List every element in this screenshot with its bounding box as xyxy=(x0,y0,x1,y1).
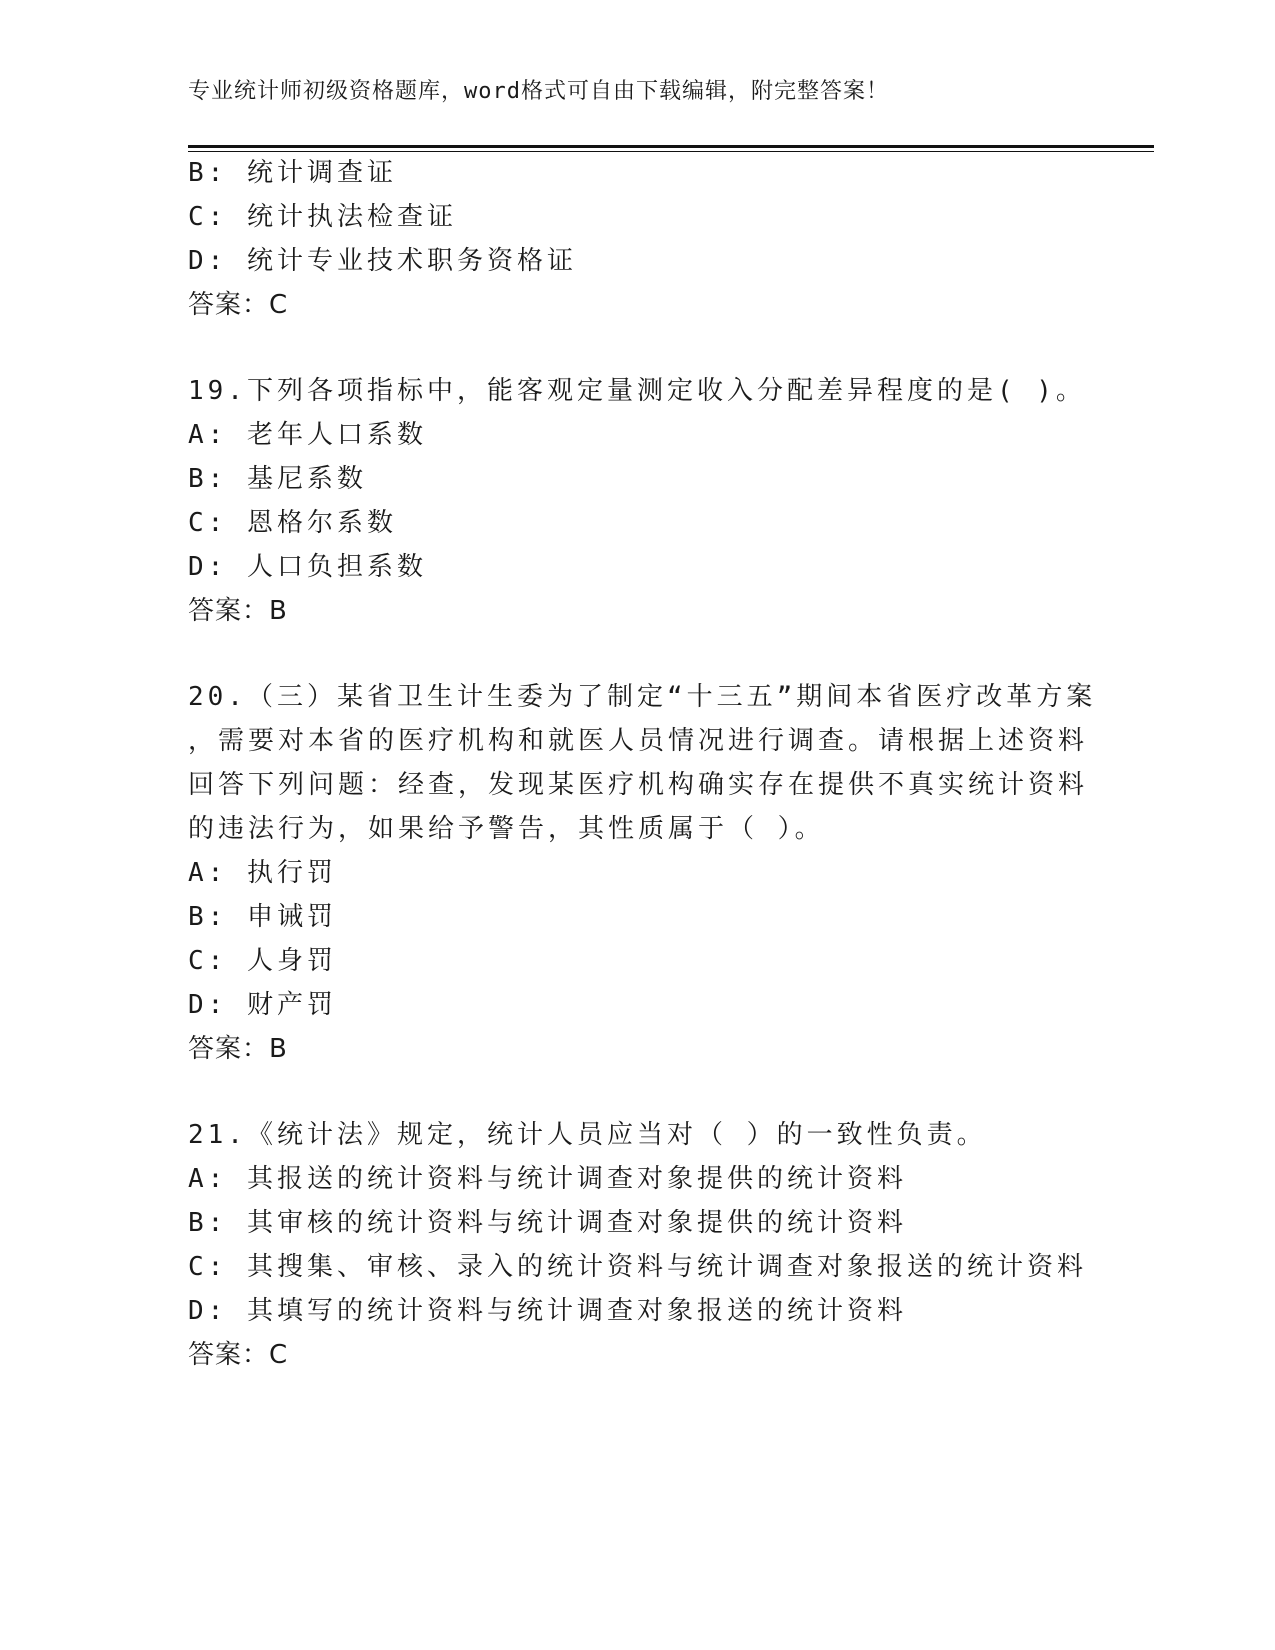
q20-stem-line-2: ，需要对本省的医疗机构和就医人员情况进行调查。请根据上述资料 xyxy=(188,726,1089,756)
header-divider-thick xyxy=(188,145,1154,148)
q19-stem: 19.下列各项指标中，能客观定量测定收入分配差异程度的是( )。 xyxy=(188,376,1086,406)
q21-option-d: D: 其填写的统计资料与统计调查对象报送的统计资料 xyxy=(188,1296,907,1326)
q18-option-c: C: 统计执法检查证 xyxy=(188,202,457,232)
q21-option-c: C: 其搜集、审核、录入的统计资料与统计调查对象报送的统计资料 xyxy=(188,1252,1087,1282)
q20-option-b: B: 申诫罚 xyxy=(188,902,337,932)
page-header: 专业统计师初级资格题库，word格式可自由下载编辑，附完整答案！ xyxy=(188,79,889,104)
q20-stem-line-1: 20.（三）某省卫生计生委为了制定“十三五”期间本省医疗改革方案 xyxy=(188,682,1097,712)
header-divider-thin xyxy=(188,151,1154,152)
q21-stem: 21.《统计法》规定，统计人员应当对（ ）的一致性负责。 xyxy=(188,1120,987,1150)
q18-option-b: B: 统计调查证 xyxy=(188,158,397,188)
q19-option-d: D: 人口负担系数 xyxy=(188,552,427,582)
q21-option-b: B: 其审核的统计资料与统计调查对象提供的统计资料 xyxy=(188,1208,907,1238)
q19-answer: 答案：B xyxy=(188,596,288,626)
q20-answer: 答案：B xyxy=(188,1034,288,1064)
q21-answer: 答案：C xyxy=(188,1340,289,1370)
q21-option-a: A: 其报送的统计资料与统计调查对象提供的统计资料 xyxy=(188,1164,907,1194)
q20-option-d: D: 财产罚 xyxy=(188,990,337,1020)
q19-option-c: C: 恩格尔系数 xyxy=(188,508,397,538)
q18-option-d: D: 统计专业技术职务资格证 xyxy=(188,246,577,276)
q20-option-c: C: 人身罚 xyxy=(188,946,337,976)
q20-stem-line-3: 回答下列问题：经查，发现某医疗机构确实存在提供不真实统计资料 xyxy=(188,770,1089,800)
q20-stem-line-4: 的违法行为，如果给予警告，其性质属于（ ）。 xyxy=(188,814,825,844)
q19-option-a: A: 老年人口系数 xyxy=(188,420,427,450)
q19-option-b: B: 基尼系数 xyxy=(188,464,367,494)
q20-option-a: A: 执行罚 xyxy=(188,858,337,888)
q18-answer: 答案：C xyxy=(188,290,289,320)
